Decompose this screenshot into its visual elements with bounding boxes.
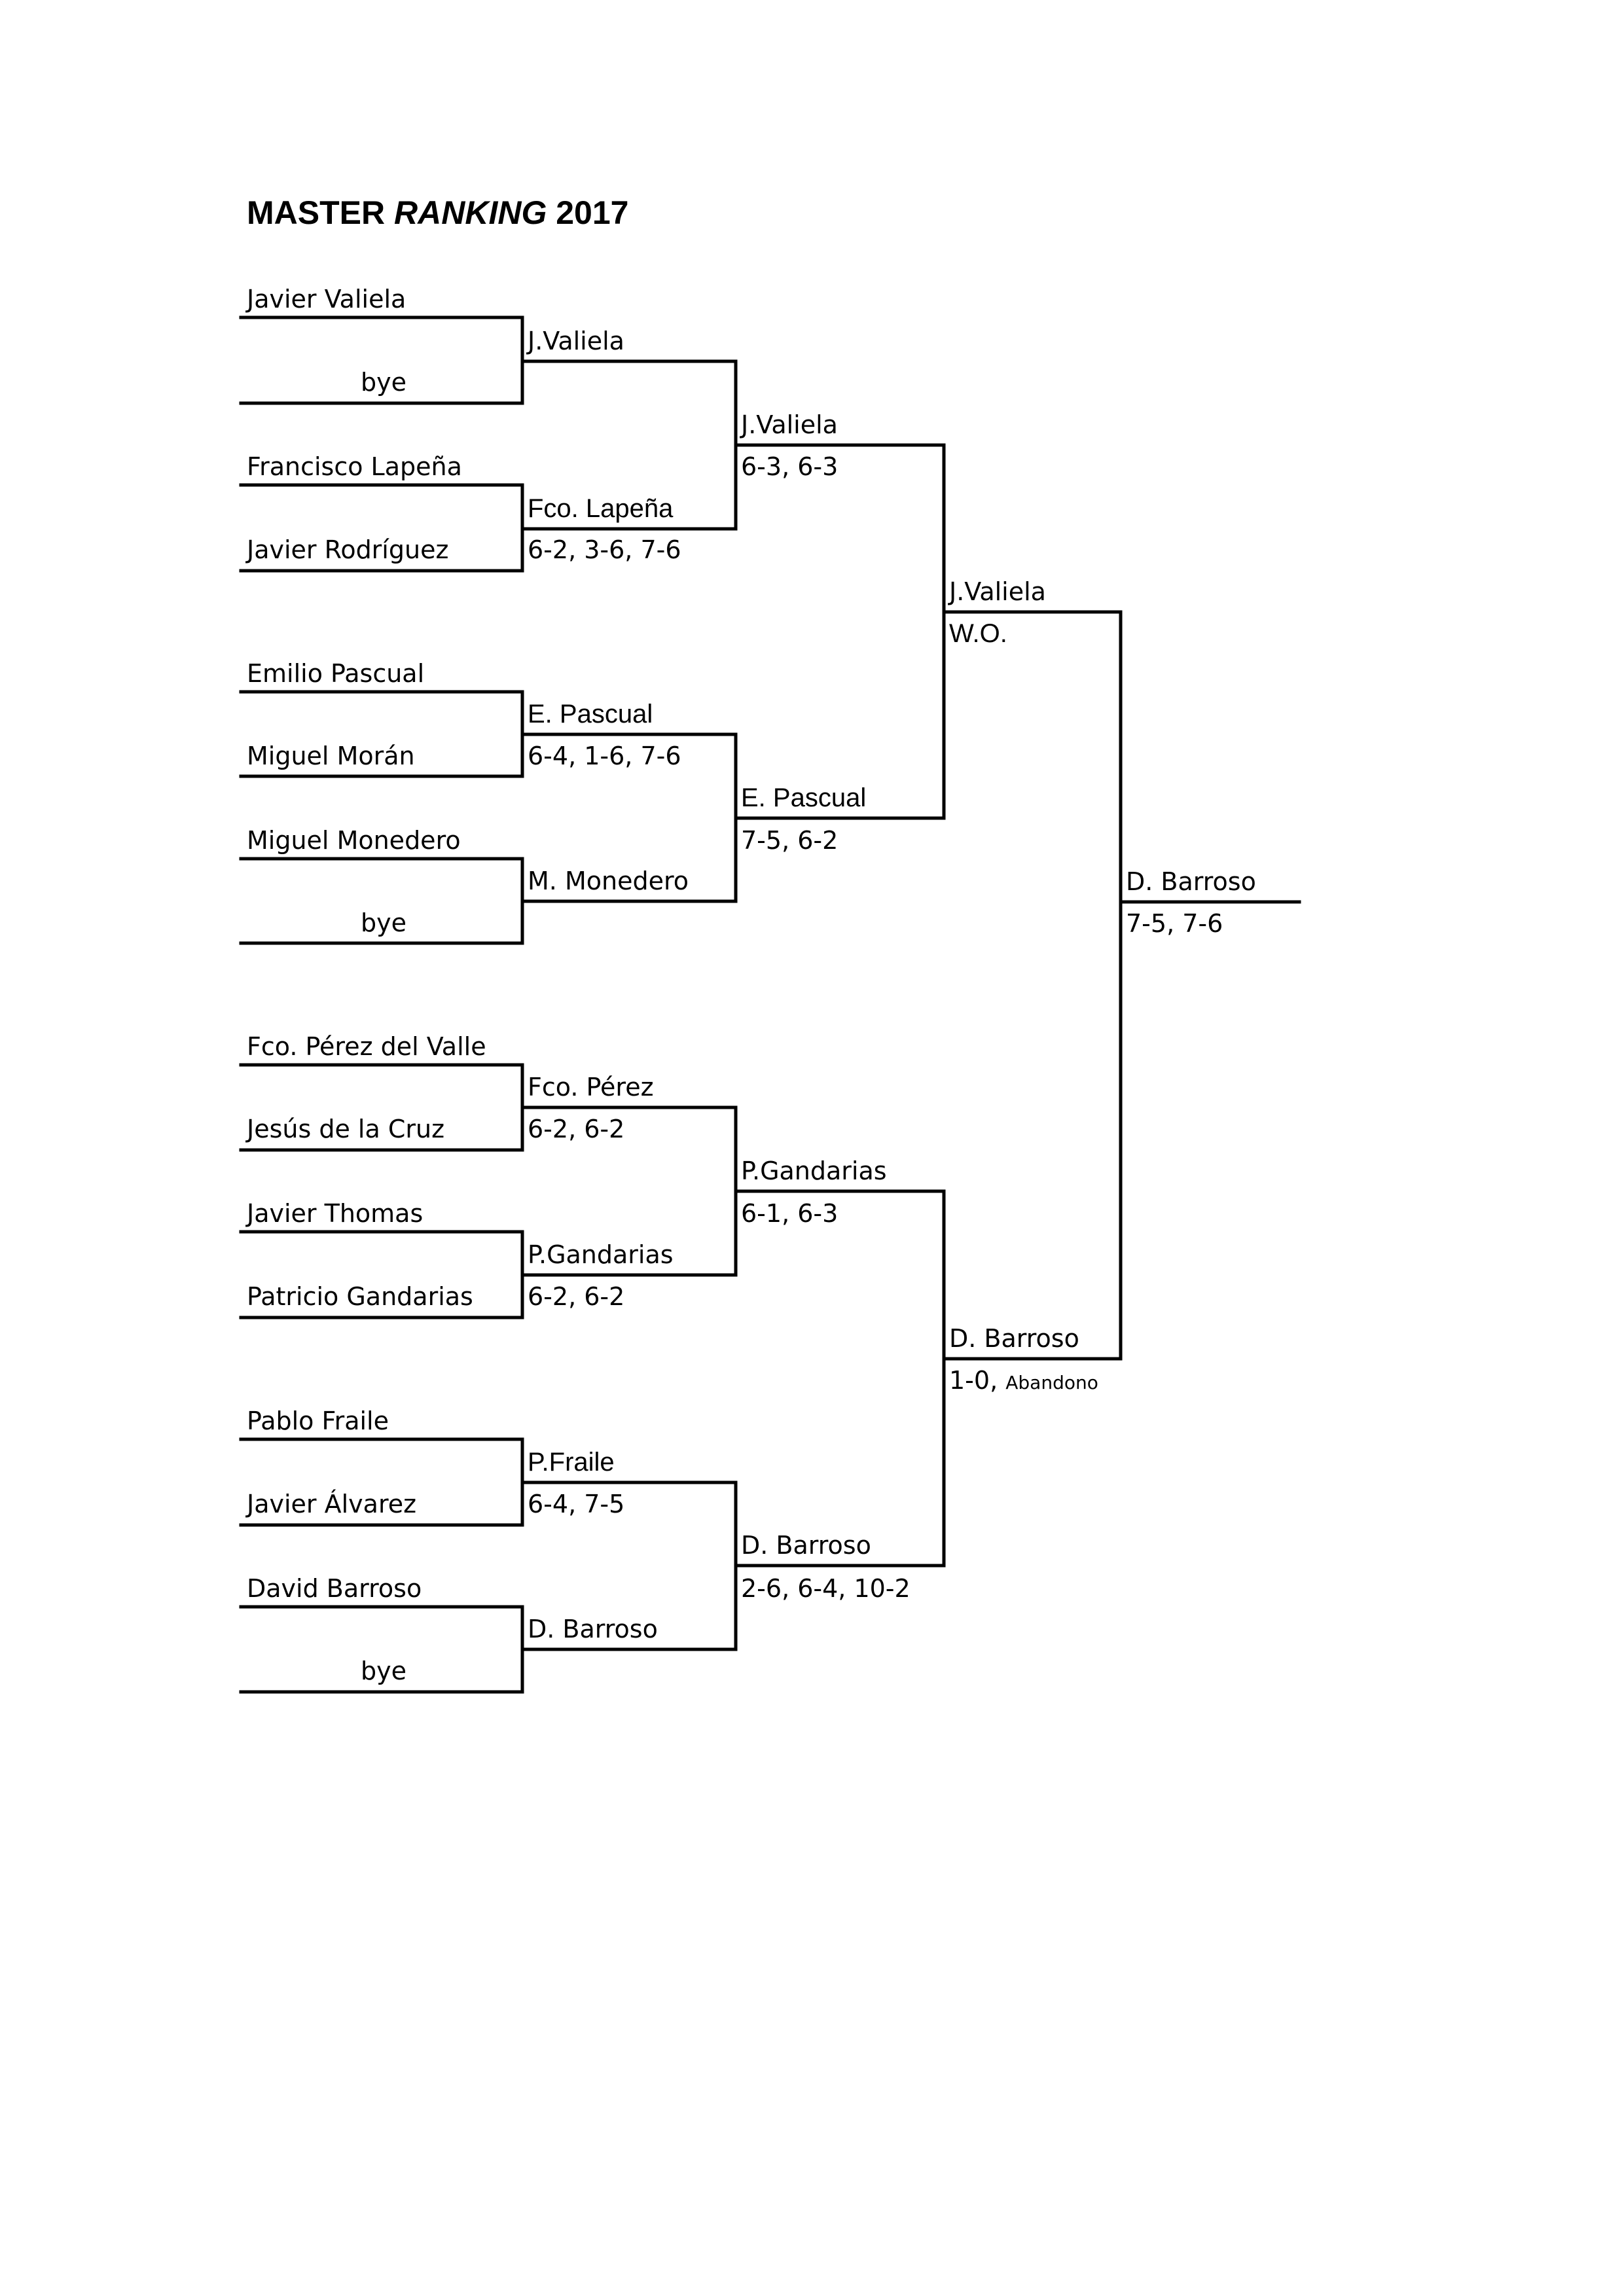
match-winner: Fco. Pérez [528, 1073, 654, 1102]
player-name: Javier Thomas [247, 1199, 424, 1228]
semifinals [948, 577, 1098, 1395]
player-name: Emilio Pascual [247, 659, 425, 688]
player-name: Fco. Pérez del Valle [247, 1032, 486, 1061]
retirement-note: Abandono [1005, 1372, 1098, 1393]
page-title: MASTER RANKING 2017 [247, 194, 629, 231]
player-name: bye [361, 368, 406, 397]
match-winner: P.Gandarias [528, 1240, 674, 1269]
match-score: 6-1, 6-3 [741, 1199, 839, 1228]
match-score: 6-4, 1-6, 7-6 [528, 742, 681, 770]
match-winner: D. Barroso [949, 1324, 1079, 1353]
round-2 [526, 327, 689, 1643]
match-score: 6-4, 7-5 [528, 1490, 625, 1518]
match-score: 1-0, Abandono [949, 1366, 1098, 1395]
player-name: bye [361, 908, 406, 937]
player-name: Jesús de la Cruz [247, 1115, 445, 1143]
match-winner: M. Monedero [528, 867, 689, 895]
match-winner: D. Barroso [741, 1531, 871, 1560]
match-winner: P.Gandarias [741, 1157, 887, 1185]
match-score: 2-6, 6-4, 10-2 [741, 1574, 911, 1603]
player-name: Javier Álvarez [247, 1490, 417, 1518]
match-score: 7-5, 6-2 [741, 826, 839, 855]
match-score: 6-3, 6-3 [741, 452, 839, 481]
round-3 [740, 410, 911, 1603]
player-name: Patricio Gandarias [247, 1282, 473, 1311]
champion-name: D. Barroso [1126, 867, 1256, 896]
player-name: Pablo Fraile [247, 1407, 389, 1435]
player-name: bye [361, 1657, 406, 1685]
player-name: Javier Rodríguez [247, 535, 449, 564]
player-name: David Barroso [247, 1574, 422, 1603]
player-name: Miguel Morán [247, 742, 415, 770]
player-name: Javier Valiela [247, 285, 406, 314]
match-winner: P.Fraile [528, 1448, 615, 1477]
match-score: 6-2, 3-6, 7-6 [528, 535, 681, 564]
round-1 [245, 285, 486, 1685]
match-score: 6-2, 6-2 [528, 1282, 625, 1311]
match-winner: Fco. Lapeña [528, 494, 674, 523]
match-winner: E. Pascual [528, 700, 653, 728]
match-winner: J.Valiela [949, 577, 1046, 606]
player-name: Miguel Monedero [247, 826, 461, 855]
match-winner: J.Valiela [528, 327, 624, 355]
match-score: 6-2, 6-2 [528, 1115, 625, 1143]
match-score: W.O. [949, 619, 1007, 648]
player-name: Francisco Lapeña [247, 452, 462, 481]
final-score: 7-5, 7-6 [1126, 909, 1223, 938]
match-winner: J.Valiela [741, 410, 838, 439]
bracket-lines [241, 317, 1299, 1692]
match-winner: E. Pascual [741, 783, 867, 812]
match-winner: D. Barroso [528, 1615, 658, 1643]
